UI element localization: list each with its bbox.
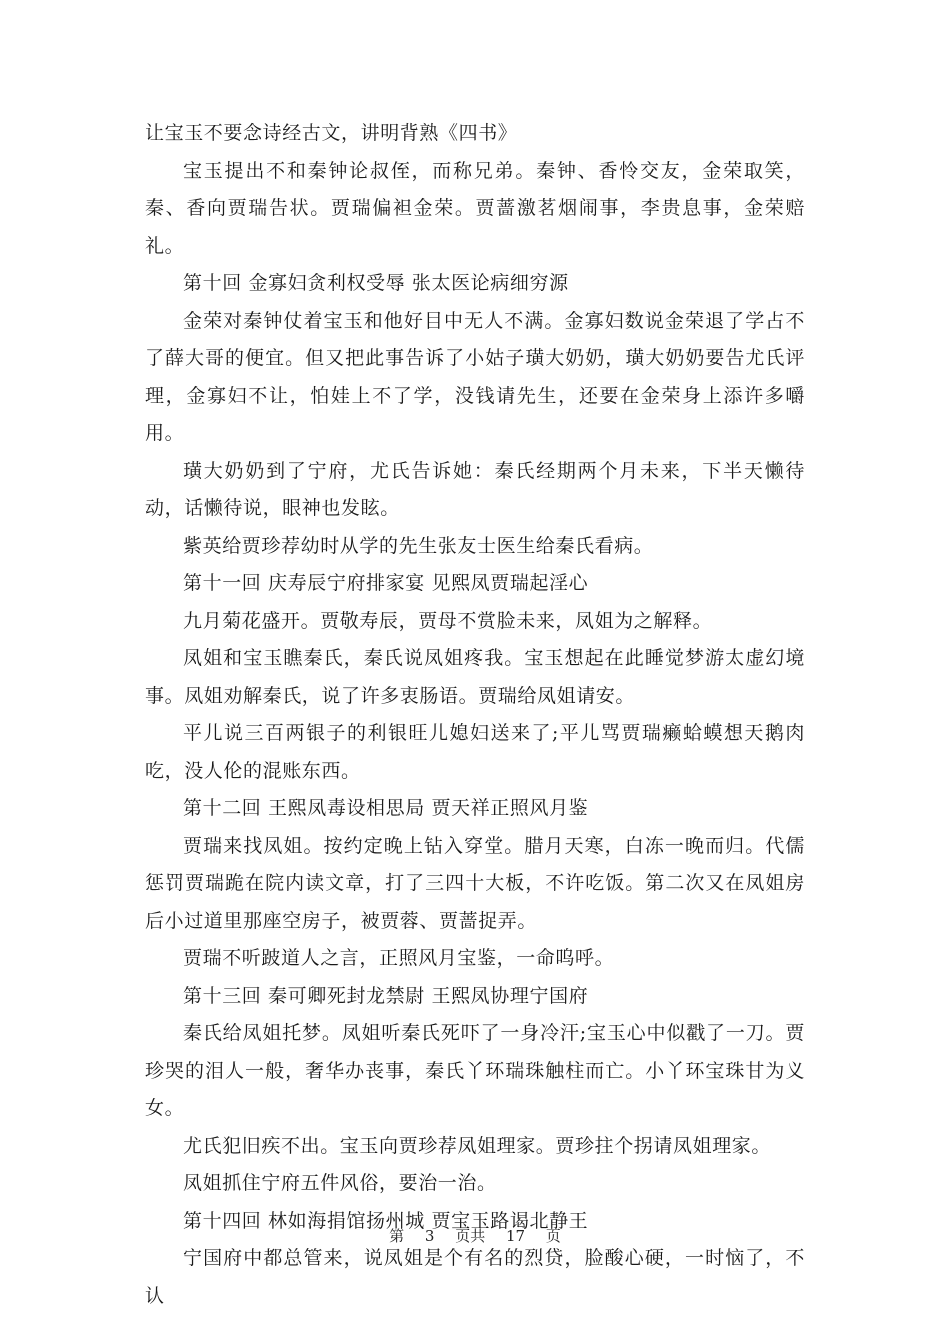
chapter-heading: 第十一回 庆寿辰宁府排家宴 见熙凤贾瑞起淫心: [183, 572, 589, 594]
chapter-heading: 第十回 金寡妇贪利权受辱 张太医论病细穷源: [183, 272, 569, 294]
paragraph: 凤姐和宝玉瞧秦氏，秦氏说凤姐疼我。宝玉想起在此睡觉梦游太虚幻境事。凤姐劝解秦氏，说了许多衷肠语。贾瑞给凤姐请安。: [145, 647, 805, 707]
paragraph: 宝玉提出不和秦钟论叔侄，而称兄弟。秦钟、香怜交友，金荣取笑，秦、香向贾瑞告状。贾瑞偏袒金荣。贾蔷激茗烟闹事，李贵息事，金荣赔礼。: [145, 159, 805, 257]
paragraph: 平儿说三百两银子的利银旺儿媳妇送来了;平儿骂贾瑞癞蛤蟆想天鹅肉吃，没人伦的混账东西。: [145, 722, 805, 782]
paragraph: 宁国府中都总管来，说凤姐是个有名的烈贷，脸酸心硬，一时恼了，不认: [145, 1247, 805, 1307]
document-body: [145, 115, 805, 1315]
page-footer: [0, 1226, 950, 1246]
paragraph: 紫英给贾珍荐幼时从学的先生张友士医生给秦氏看病。: [183, 534, 654, 557]
paragraph: 尤氏犯旧疾不出。宝玉向贾珍荐凤姐理家。贾珍拄个拐请凤姐理家。: [183, 1134, 772, 1157]
paragraph: 秦氏给凤姐托梦。凤姐听秦氏死吓了一身冷汗;宝玉心中似戳了一刀。贾珍哭的泪人一般，奢华办丧事，秦氏丫环瑞珠触柱而亡。小丫环宝珠甘为义女。: [145, 1022, 805, 1119]
paragraph: 凤姐抓住宁府五件风俗，要治一治。: [183, 1172, 497, 1194]
chapter-heading: 第十三回 秦可卿死封龙禁尉 王熙凤协理宁国府: [183, 984, 589, 1007]
paragraph: 九月菊花盛开。贾敬寿辰，贾母不赏脸未来，凤姐为之解释。: [183, 609, 713, 632]
footer-prefix: 第: [389, 1227, 405, 1245]
total-page-count: 17: [506, 1227, 526, 1245]
footer-middle: 页共: [455, 1227, 486, 1245]
current-page-number: 3: [424, 1227, 435, 1245]
paragraph: 贾瑞不听跛道人之言，正照风月宝鉴，一命呜呼。: [183, 947, 615, 969]
paragraph: 让宝玉不要念诗经古文，讲明背熟《四书》: [145, 122, 518, 144]
chapter-heading: 第十四回 林如海捐馆扬州城 贾宝玉路谒北静王: [183, 1209, 589, 1232]
paragraph: 贾瑞来找凤姐。按约定晚上钻入穿堂。腊月天寒，白冻一晚而归。代儒惩罚贾瑞跪在院内读文章，打了三四十大板，不许吃饭。第二次又在凤姐房后小过道里那座空房子，被贾蓉、贾蔷捉弄。: [145, 834, 805, 932]
footer-suffix: 页: [545, 1227, 561, 1245]
paragraph: 璜大奶奶到了宁府，尤氏告诉她：秦氏经期两个月未来，下半天懒待动，话懒待说，眼神也发眩。: [145, 459, 805, 519]
paragraph: 金荣对秦钟仗着宝玉和他好目中无人不满。金寡妇数说金荣退了学占不了薛大哥的便宜。但又把此事告诉了小姑子璜大奶奶，璜大奶奶要告尤氏评理，金寡妇不让，怕娃上不了学，没钱请先生，还要在金荣身上添许多嚼用。: [145, 309, 805, 444]
chapter-heading: 第十二回 王熙凤毒设相思局 贾天祥正照风月鉴: [183, 797, 589, 819]
